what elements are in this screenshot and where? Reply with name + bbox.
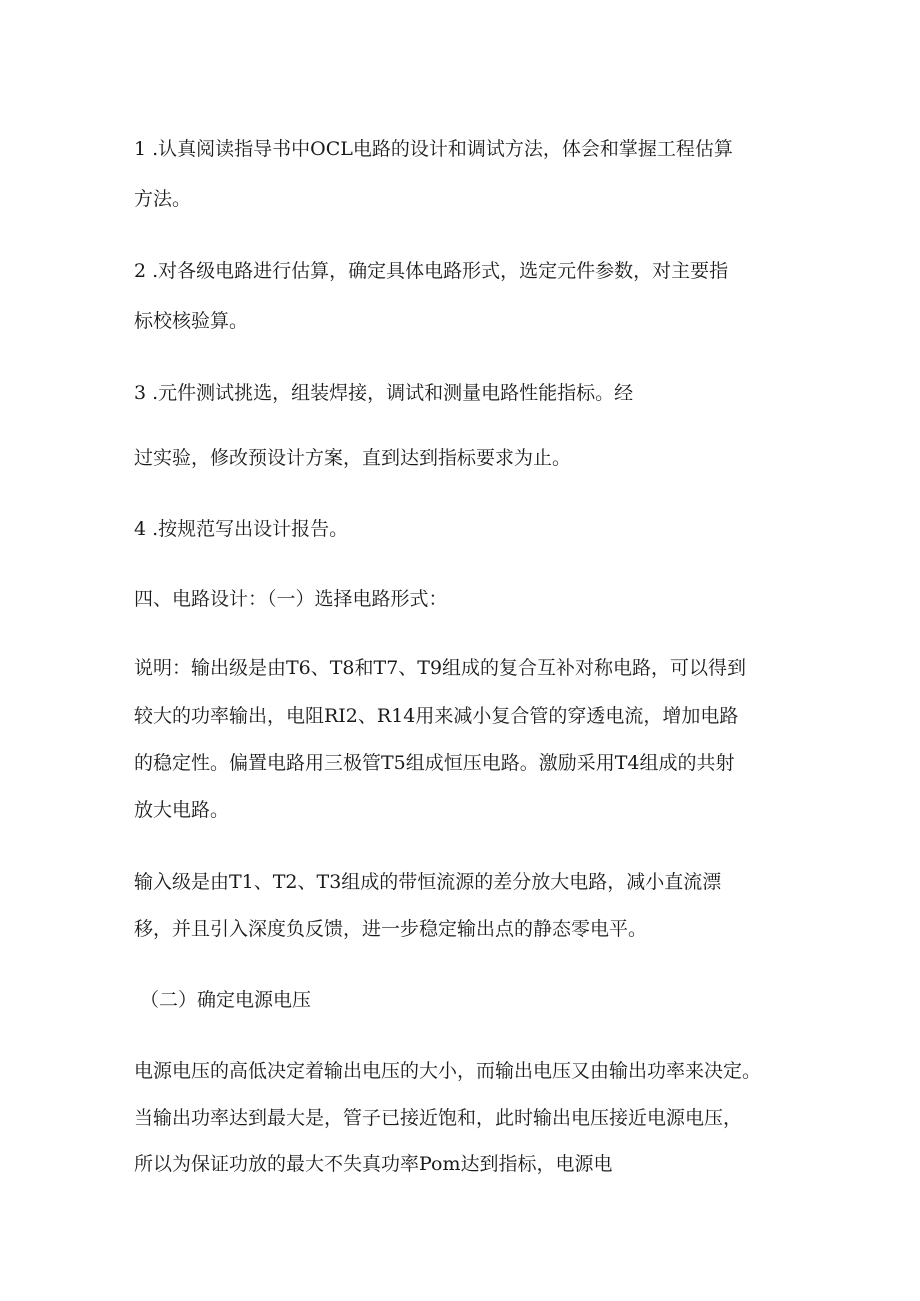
power-voltage-line-3: 所以为保证功放的最大不失真功率Pom达到指标，电源电 xyxy=(134,1153,613,1175)
power-voltage-line-1: 电源电压的高低决定着输出电压的大小，而输出电压又由输出功率来决定。 xyxy=(134,1060,762,1082)
step-4-line: 4 .按规范写出设计报告。 xyxy=(134,518,349,540)
explanation-line-3: 的稳定性。偏置电路用三极管T5组成恒压电路。激励采用T4组成的共射 xyxy=(134,752,735,774)
subsection-heading-power-voltage: （二）确定电源电压 xyxy=(140,989,312,1011)
step-1-line-2: 方法。 xyxy=(134,188,192,210)
step-3-line-2: 过实验，修改预设计方案，直到达到指标要求为止。 xyxy=(134,447,572,469)
explanation-line-1: 说明：输出级是由T6、T8和T7、T9组成的复合互补对称电路，可以得到 xyxy=(134,657,747,679)
step-1-line-1: 1 .认真阅读指导书中OCL电路的设计和调试方法，体会和掌握工程估算 xyxy=(134,138,733,160)
input-stage-line-2: 移，并且引入深度负反馈，进一步稳定输出点的静态零电平。 xyxy=(134,918,648,940)
explanation-line-4: 放大电路。 xyxy=(134,799,230,821)
step-2-line-1: 2 .对各级电路进行估算，确定具体电路形式，选定元件参数，对主要指 xyxy=(134,260,729,282)
power-voltage-line-2: 当输出功率达到最大是，管子已接近饱和，此时输出电压接近电源电压， xyxy=(134,1107,743,1129)
input-stage-line-1: 输入级是由T1、T2、T3组成的带恒流源的差分放大电路，减小直流漂 xyxy=(134,871,722,893)
explanation-line-2: 较大的功率输出，电阻RI2、R14用来减小复合管的穿透电流，增加电路 xyxy=(134,705,739,727)
step-2-line-2: 标校核验算。 xyxy=(134,310,249,332)
step-3-line-1: 3 .元件测试挑选，组装焊接，调试和测量电路性能指标。经 xyxy=(134,382,634,404)
section-heading-circuit-design: 四、电路设计：（一）选择电路形式： xyxy=(134,588,448,610)
